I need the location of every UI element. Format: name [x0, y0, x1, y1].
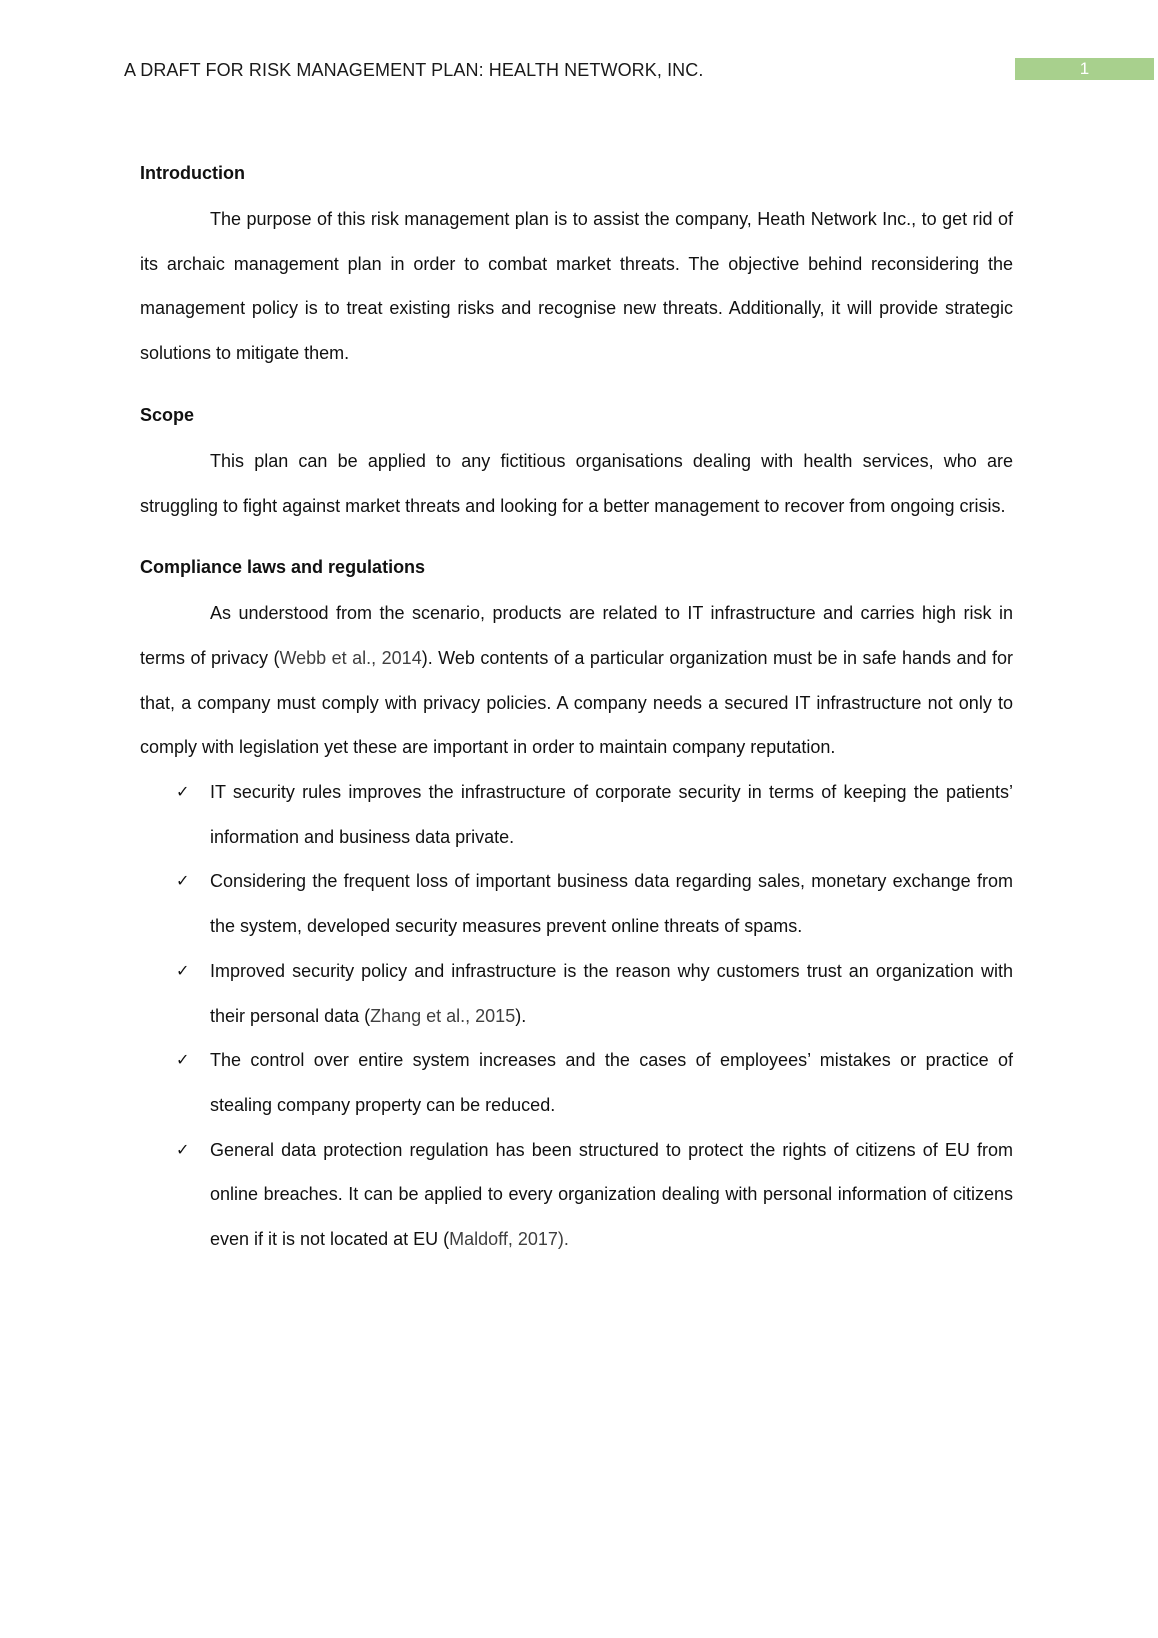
list-item [140, 770, 1013, 859]
bullet-text: Improved security policy and infrastructure is the reason why customers trust an organization with their personal data ( [210, 960, 1013, 1026]
compliance-bullet-list [140, 770, 1013, 1262]
introduction-heading: Introduction [140, 163, 245, 183]
list-item [140, 859, 1013, 948]
page-number: 1 [1015, 58, 1154, 80]
running-head: A DRAFT FOR RISK MANAGEMENT PLAN: HEALTH NETWORK, INC. [124, 60, 704, 80]
compliance-paragraph [140, 591, 1013, 770]
check-mark-icon: ✓ [176, 871, 190, 891]
introduction-paragraph: The purpose of this risk management plan is to assist the company, Heath Network Inc., to get rid of its archaic management plan in order to combat market threats. The objective behind reconsidering the management policy is to treat existing risks and recognise new threats. Additionally, it will provide strategic solutions to mitigate them. [140, 209, 1013, 364]
bullet-text: General data protection regulation has been structured to protect the rights of citizens of EU from online breaches. It can be applied to every organization dealing with personal information of citizens even if it is not located at EU ( [210, 1139, 1013, 1250]
bullet-text-after: ). [515, 1005, 527, 1026]
compliance-text-part1: As understood from the scenario, products are related to IT infrastructure and carries high risk in terms of privacy ( [140, 603, 1013, 668]
compliance-heading: Compliance laws and regulations [140, 557, 426, 578]
list-item [140, 1128, 1013, 1262]
citation-zhang: Zhang et al., 2015 [370, 1005, 516, 1026]
scope-paragraph: This plan can be applied to any fictitious organisations dealing with health services, who are struggling to fight against market threats and looking for a better management to recover from ongoing crisis. [140, 450, 1013, 516]
bullet-text-after: ). [557, 1229, 569, 1250]
scope-heading: Scope [140, 404, 195, 425]
check-mark-icon: ✓ [176, 960, 190, 980]
compliance-section [140, 552, 1013, 1262]
list-item [140, 949, 1013, 1038]
bullet-text: Considering the frequent loss of important business data regarding sales, monetary exchange from the system, developed security measures prevent online threats of spams. [210, 871, 1013, 937]
check-mark-icon: ✓ [176, 782, 190, 802]
citation-maldoff: Maldoff, 2017 [449, 1229, 558, 1250]
citation-webb: Webb et al., 2014 [279, 647, 422, 668]
check-mark-icon: ✓ [176, 1050, 190, 1070]
document-body [140, 158, 1013, 1262]
compliance-text-part2: ). Web contents of a particular organization must be in safe hands and for that, a company must comply with privacy policies. A company needs a secured IT infrastructure not only to comply with legislation yet these are important in order to maintain company reputation. [140, 647, 1013, 758]
bullet-text: The control over entire system increases and the cases of employees’ mistakes or practice of stealing company property can be reduced. [210, 1050, 1013, 1115]
introduction-section [140, 158, 1013, 376]
check-mark-icon: ✓ [176, 1139, 190, 1159]
bullet-text: IT security rules improves the infrastructure of corporate security in terms of keeping the patients’ information and business data private. [210, 782, 1013, 847]
list-item [140, 1038, 1013, 1127]
scope-section [140, 400, 1013, 528]
